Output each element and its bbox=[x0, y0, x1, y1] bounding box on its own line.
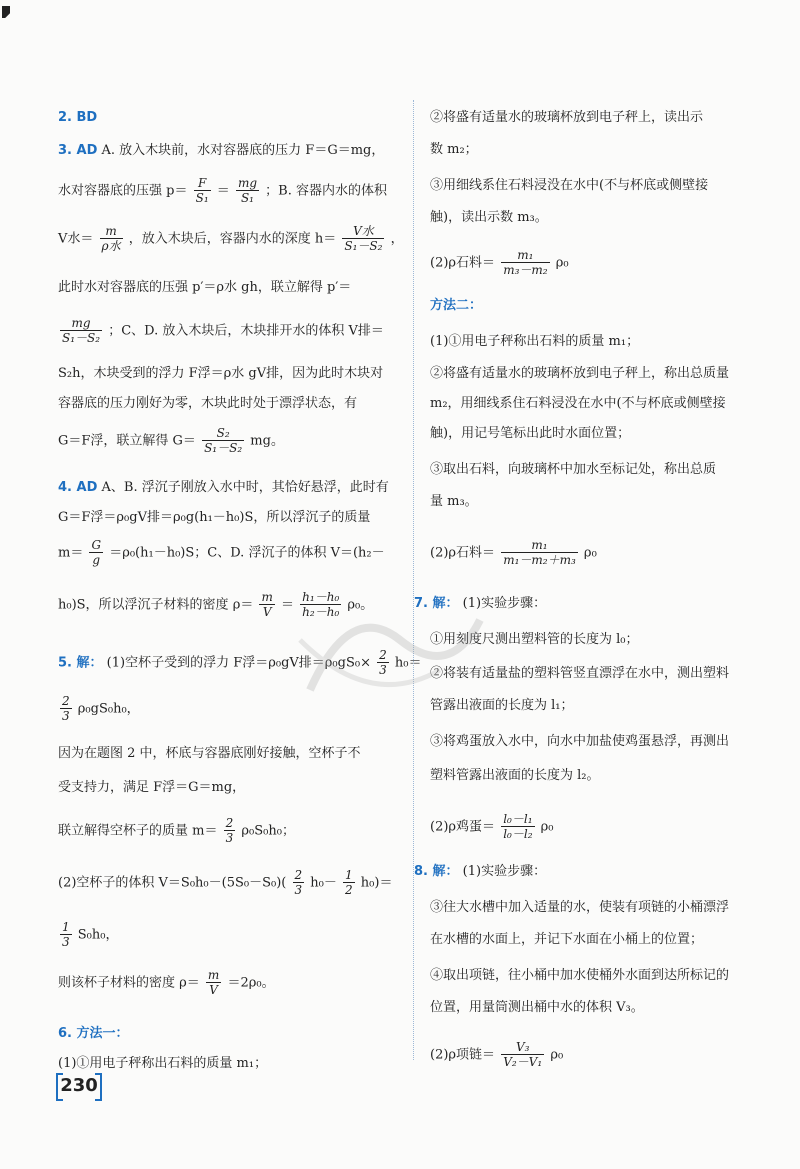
fraction bbox=[100, 224, 123, 254]
fraction bbox=[224, 816, 236, 846]
text: ρ₀ bbox=[583, 545, 597, 561]
text: ρ₀ bbox=[550, 1047, 564, 1063]
line bbox=[430, 426, 630, 442]
numerator: G bbox=[91, 538, 102, 552]
q3-line-5 bbox=[58, 316, 384, 346]
fraction bbox=[206, 968, 221, 998]
q6-line-0 bbox=[58, 1026, 129, 1042]
text: 联立解得空杯子的质量 m＝ bbox=[58, 823, 218, 839]
line bbox=[430, 932, 703, 948]
line bbox=[430, 142, 478, 158]
text: ρ₀ bbox=[555, 255, 569, 271]
line bbox=[430, 178, 708, 194]
page-number-text: 230 bbox=[60, 1075, 98, 1096]
text: 容器底的压力刚好为零，木块此时处于漂浮状态，有 bbox=[58, 396, 358, 411]
fraction bbox=[501, 812, 534, 842]
text: 位置，用量筒测出桶中水的体积 V₃。 bbox=[430, 1000, 644, 1015]
text: ；C、D. 放入木块后，木块排开水的体积 V排＝ bbox=[108, 323, 384, 339]
watermark-stroke bbox=[310, 620, 480, 690]
text: S₂h，木块受到的浮力 F浮＝ρ水 gV排，因为此时木块对 bbox=[58, 366, 384, 381]
text: ②将盛有适量水的玻璃杯放到电子秤上，读出示 bbox=[430, 110, 704, 125]
text: 量 m₃。 bbox=[430, 494, 478, 509]
numerator: 2 bbox=[62, 694, 70, 708]
line bbox=[430, 462, 716, 478]
bracket-right bbox=[95, 1073, 102, 1101]
text: ，放入木块后，容器内水的深度 h＝ bbox=[128, 231, 337, 247]
text: ρ₀。 bbox=[347, 597, 374, 613]
text: ①用刻度尺测出塑料管的长度为 l₀； bbox=[430, 632, 639, 647]
numerator: h₁－h₀ bbox=[302, 590, 340, 604]
text: ， bbox=[390, 231, 404, 247]
q8-heading bbox=[414, 864, 546, 880]
text: h₀)＝ bbox=[360, 875, 393, 891]
numerator: mg bbox=[237, 176, 257, 190]
q5-line-3 bbox=[58, 746, 361, 762]
text: ρ₀ bbox=[540, 819, 554, 835]
q4-line-1 bbox=[58, 480, 389, 496]
line bbox=[430, 968, 729, 984]
text: 数 m₂； bbox=[430, 142, 478, 157]
q2-line bbox=[58, 110, 97, 126]
text: 触)，读出示数 m₃。 bbox=[430, 210, 548, 225]
formula-line bbox=[430, 248, 569, 278]
numerator: 1 bbox=[62, 920, 70, 934]
q4-line-3 bbox=[58, 538, 385, 568]
text: 受支持力，满足 F浮＝G＝mg， bbox=[58, 780, 246, 795]
fraction bbox=[236, 176, 259, 206]
fraction bbox=[342, 224, 384, 254]
q5-line-8 bbox=[58, 968, 275, 998]
q3-line-7 bbox=[58, 396, 357, 412]
watermark bbox=[280, 580, 500, 730]
q4-line-2 bbox=[58, 510, 370, 526]
text: (2)ρ项链＝ bbox=[430, 1047, 496, 1063]
line bbox=[430, 210, 548, 226]
numerator: 2 bbox=[379, 648, 387, 662]
text: ③用细线系住石料浸没在水中(不与杯底或侧壁接 bbox=[430, 178, 709, 193]
denominator: S₁－S₂ bbox=[62, 331, 101, 346]
text: ＝ bbox=[216, 183, 230, 199]
question-number: 3. AD bbox=[58, 143, 98, 158]
text: (1)①用电子秤称出石料的质量 m₁； bbox=[430, 334, 640, 349]
text: ＝2ρ₀。 bbox=[227, 975, 275, 991]
text: ③取出石料，向玻璃杯中加水至标记处，称出总质 bbox=[430, 462, 717, 477]
text: ；B. 容器内水的体积 bbox=[265, 183, 387, 199]
text: 触)，用记号笔标出此时水面位置； bbox=[430, 426, 631, 441]
text: ②将装有适量盐的塑料管竖直漂浮在水中，测出塑料 bbox=[430, 666, 730, 681]
numerator: F bbox=[194, 176, 211, 191]
text: m＝ bbox=[58, 545, 84, 561]
denominator: V₂－V₁ bbox=[503, 1055, 543, 1070]
question-number: 2. BD bbox=[58, 110, 98, 125]
denominator: S₁－S₂ bbox=[204, 441, 243, 456]
text: G＝F浮，联立解得 G＝ bbox=[58, 433, 196, 449]
text: S₀h₀， bbox=[77, 927, 119, 943]
fraction bbox=[343, 868, 355, 898]
denominator: 3 bbox=[294, 883, 303, 898]
denominator: m₃－m₂ bbox=[503, 263, 548, 278]
text: ④取出项链，往小桶中加水使桶外水面到达所标记的 bbox=[430, 968, 730, 983]
text: (2)ρ石料＝ bbox=[430, 255, 496, 271]
denominator: l₀－l₂ bbox=[503, 827, 533, 842]
denominator: h₂－h₀ bbox=[302, 605, 340, 620]
text: (1)实验步骤： bbox=[462, 864, 547, 879]
fraction bbox=[259, 590, 274, 620]
text: 塑料管露出液面的长度为 l₂。 bbox=[430, 768, 600, 783]
line bbox=[430, 494, 478, 510]
text: V水＝ bbox=[58, 231, 94, 247]
denominator: V bbox=[262, 605, 272, 620]
denominator: m₁－m₂＋m₃ bbox=[503, 553, 576, 568]
fraction bbox=[60, 920, 72, 950]
denominator: 3 bbox=[62, 709, 70, 724]
text: mg。 bbox=[250, 433, 284, 449]
text: h₀－ bbox=[310, 875, 337, 891]
text: (2)ρ石料＝ bbox=[430, 545, 496, 561]
q3-line-4 bbox=[58, 280, 351, 296]
fraction bbox=[60, 316, 102, 346]
line bbox=[430, 734, 729, 750]
text: ③将鸡蛋放入水中，向水中加盐使鸡蛋悬浮，再测出 bbox=[430, 734, 730, 749]
denominator: ρ水 bbox=[101, 239, 121, 254]
numerator: V₃ bbox=[501, 1040, 544, 1055]
text: m₂，用细线系住石料浸没在水中(不与杯底或侧壁接 bbox=[430, 396, 726, 411]
numerator: 2 bbox=[225, 816, 234, 830]
line bbox=[430, 900, 729, 916]
numerator: 2 bbox=[294, 868, 303, 882]
numerator: m bbox=[100, 224, 123, 239]
text: 则该杯子材料的密度 ρ＝ bbox=[58, 975, 200, 991]
corner-mark bbox=[2, 6, 10, 18]
text: 因为在题图 2 中，杯底与容器底刚好接触，空杯子不 bbox=[58, 746, 361, 761]
numerator: m bbox=[261, 590, 273, 604]
method-label: 方法二： bbox=[430, 298, 483, 313]
text: 水对容器底的压强 p＝ bbox=[58, 183, 188, 199]
denominator: S₁ bbox=[195, 191, 209, 206]
text: ②将盛有适量水的玻璃杯放到电子秤上，称出总质量 bbox=[430, 366, 730, 381]
fraction bbox=[202, 426, 244, 456]
text: A. 放入木块前，水对容器底的压力 F＝G＝mg， bbox=[101, 143, 385, 158]
text: A、B. 浮沉子刚放入水中时，其恰好悬浮，此时有 bbox=[101, 480, 389, 495]
fraction bbox=[60, 694, 72, 724]
text: (1)实验步骤： bbox=[462, 596, 547, 611]
text: h₀)S，所以浮沉子材料的密度 ρ＝ bbox=[58, 597, 254, 613]
numerator: m bbox=[207, 968, 220, 982]
question-number: 5. 解： bbox=[58, 655, 103, 671]
denominator: 3 bbox=[225, 831, 234, 846]
line bbox=[430, 1000, 644, 1016]
fraction bbox=[501, 538, 578, 568]
numerator: mg bbox=[60, 316, 102, 331]
formula-line bbox=[430, 538, 597, 568]
denominator: g bbox=[92, 553, 101, 568]
formula-line bbox=[430, 812, 554, 842]
fraction bbox=[293, 868, 305, 898]
text: ＝ bbox=[281, 597, 295, 613]
numerator: V水 bbox=[342, 224, 384, 239]
denominator: 3 bbox=[62, 935, 70, 950]
q5-line-2 bbox=[58, 694, 140, 724]
text: (1)空杯子受到的浮力 F浮＝ρ₀gV排＝ρ₀gS₀× bbox=[106, 655, 371, 671]
fraction bbox=[501, 1040, 544, 1070]
numerator: 1 bbox=[345, 868, 353, 882]
text: (2)空杯子的体积 V＝S₀h₀－(5S₀－S₀)( bbox=[58, 875, 287, 891]
denominator: 2 bbox=[345, 883, 353, 898]
question-number: 7. 解： bbox=[414, 596, 459, 611]
denominator: S₁ bbox=[240, 191, 254, 206]
q6-line-1 bbox=[58, 1056, 267, 1072]
text: ③往大水槽中加入适量的水，使装有项链的小桶漂浮 bbox=[430, 900, 730, 915]
numerator: m₁ bbox=[501, 538, 578, 553]
denominator: S₁－S₂ bbox=[344, 239, 383, 254]
q5-line-5 bbox=[58, 816, 295, 846]
text: 此时水对容器底的压强 p′＝ρ水 gh，联立解得 p′＝ bbox=[58, 280, 352, 295]
method-heading bbox=[430, 298, 482, 314]
text: G＝F浮＝ρ₀gV排＝ρ₀g(h₁－h₀)S，所以浮沉子的质量 bbox=[58, 510, 371, 525]
numerator: l₀－l₁ bbox=[503, 812, 533, 826]
text: (1)①用电子秤称出石料的质量 m₁； bbox=[58, 1056, 268, 1071]
q3-line-3 bbox=[58, 224, 404, 254]
q3-line-6 bbox=[58, 366, 383, 382]
q3-line-1 bbox=[58, 143, 384, 159]
bracket-left bbox=[56, 1073, 63, 1101]
text: h₀＝ bbox=[394, 655, 422, 671]
text: ρ₀gS₀h₀， bbox=[77, 701, 140, 717]
line bbox=[430, 396, 726, 412]
text: 管露出液面的长度为 l₁； bbox=[430, 698, 574, 713]
q3-line-8 bbox=[58, 426, 284, 456]
line bbox=[430, 110, 703, 126]
question-number: 8. 解： bbox=[414, 864, 459, 879]
line bbox=[430, 334, 639, 350]
q3-line-2 bbox=[58, 176, 387, 206]
text: 在水槽的水面上，并记下水面在小桶上的位置； bbox=[430, 932, 704, 947]
fraction bbox=[501, 248, 549, 278]
q5-line-6 bbox=[58, 868, 392, 898]
question-number: 6. 方法一： bbox=[58, 1026, 129, 1041]
formula-line bbox=[430, 1040, 563, 1070]
page-number bbox=[56, 1073, 102, 1099]
line bbox=[430, 366, 729, 382]
q5-line-7 bbox=[58, 920, 118, 950]
q5-line-4 bbox=[58, 780, 245, 796]
denominator: 3 bbox=[379, 663, 387, 678]
question-number: 4. AD bbox=[58, 480, 98, 495]
fraction bbox=[89, 538, 103, 568]
denominator: V bbox=[209, 983, 218, 998]
text: ＝ρ₀(h₁－h₀)S；C、D. 浮沉子的体积 V＝(h₂－ bbox=[109, 545, 385, 561]
text: ρ₀S₀h₀； bbox=[241, 823, 295, 839]
line bbox=[430, 768, 600, 784]
numerator: S₂ bbox=[202, 426, 244, 441]
text: (2)ρ鸡蛋＝ bbox=[430, 819, 496, 835]
fraction bbox=[194, 176, 211, 206]
numerator: m₁ bbox=[501, 248, 549, 263]
